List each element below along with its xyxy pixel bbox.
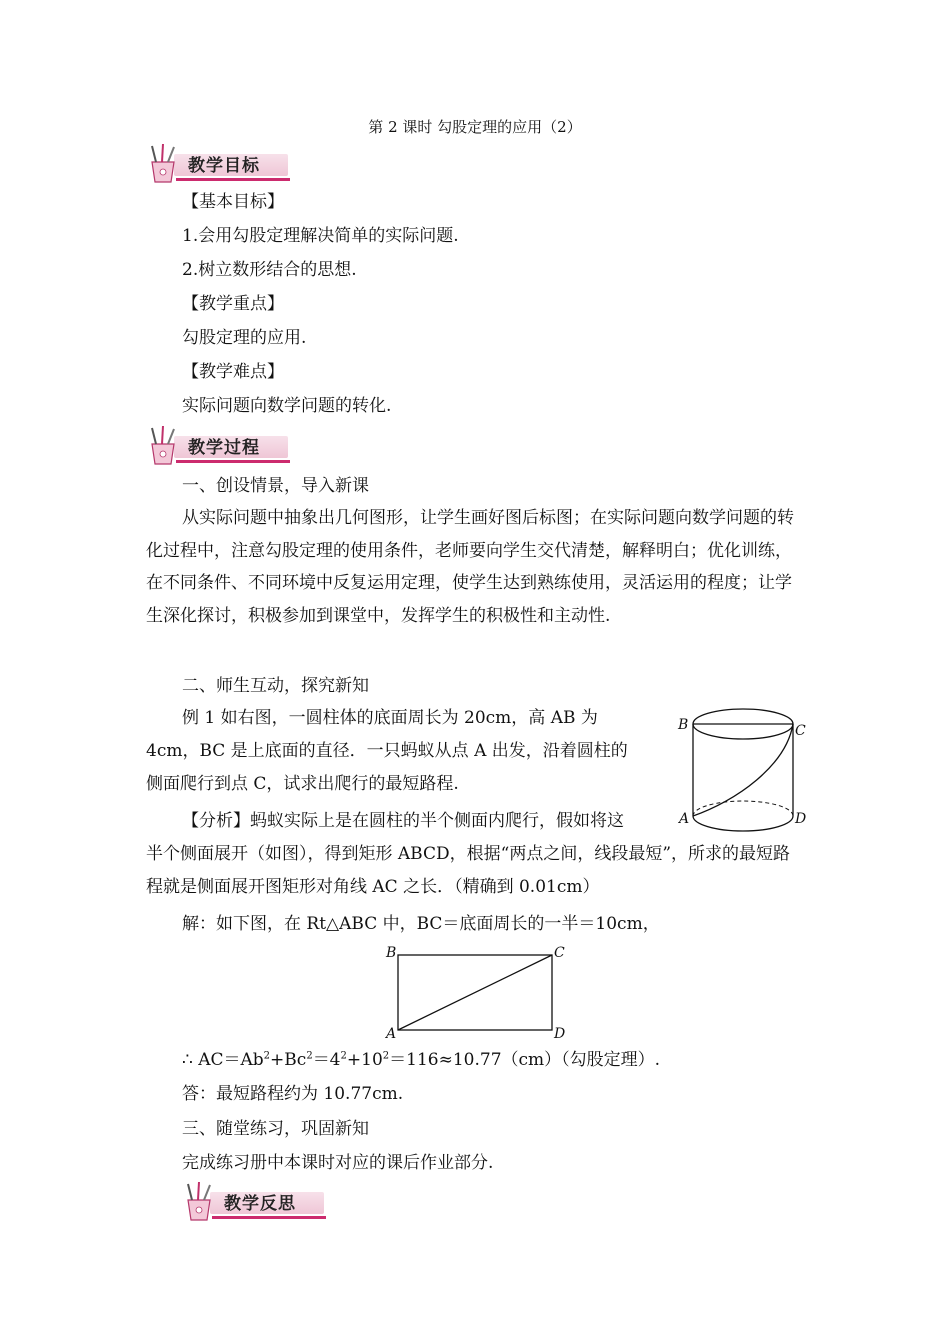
badge-underline	[176, 460, 290, 463]
page-title: 第 2 课时 勾股定理的应用（2）	[368, 118, 582, 136]
cylinder-bottom-front	[693, 816, 793, 831]
diagonal-ac	[398, 955, 552, 1030]
step2-heading: 二、师生互动，探究新知	[182, 676, 369, 696]
section-title-reflection: 教学反思	[224, 1194, 296, 1214]
key-point-heading: 【教学重点】	[182, 294, 284, 314]
difficulty-text: 实际问题向数学问题的转化.	[182, 396, 392, 416]
section-badge-objectives	[146, 148, 296, 188]
formula-part-3: ＝4	[312, 1050, 341, 1070]
badge-underline	[176, 178, 290, 181]
cylinder-figure	[676, 706, 812, 840]
step1-paragraph: 从实际问题中抽象出几何图形，让学生画好图后标图；在实际问题向数学问题的转化过程中，注意勾股定理的使用条件，老师要向学生交代清楚，解释明白；优化训练，在不同条件、不同环境中反复运用定理，使学生达到熟练使用，灵活运用的程度；让学生深化探讨，积极参加到课堂中，发挥学生的积极性和主动性.	[146, 508, 794, 626]
answer-line: 答：最短路程约为 10.77cm.	[182, 1084, 404, 1104]
cylinder-label-c: C	[795, 723, 806, 739]
section-title-process: 教学过程	[188, 438, 260, 458]
rectangle-figure	[384, 942, 574, 1042]
formula-part-5: ＝116≈10.77（cm）（勾股定理）.	[389, 1050, 661, 1070]
pen-holder-icon	[146, 144, 180, 184]
section-badge-process	[146, 430, 296, 470]
analysis-paragraph: 半个侧面展开（如图），得到矩形 ABCD，根据“两点之间，线段最短”，所求的最短路程就是侧面展开图矩形对角线 AC 之长．（精确到 0.01cm）	[146, 844, 791, 897]
formula-part-1: ∴ AC＝Ab	[182, 1050, 264, 1070]
difficulty-heading: 【教学难点】	[182, 362, 284, 382]
cylinder-label-d: D	[795, 811, 807, 827]
rect-label-b: B	[386, 945, 397, 961]
rect-label-c: C	[554, 945, 565, 961]
formula-sup-2: 2	[306, 1050, 313, 1062]
step3-heading: 三、随堂练习，巩固新知	[182, 1119, 369, 1139]
formula-sup-4: 2	[382, 1050, 390, 1062]
step1-heading: 一、创设情景，导入新课	[182, 476, 369, 496]
formula-part-2: +Bc	[270, 1050, 307, 1070]
objective-2: 2.树立数形结合的思想.	[182, 260, 357, 280]
formula-sup-1: 2	[263, 1050, 271, 1062]
objective-1: 1.会用勾股定理解决简单的实际问题.	[182, 226, 459, 246]
rect-label-d: D	[554, 1026, 566, 1042]
section-badge-reflection	[182, 1186, 332, 1226]
ant-path-curve	[693, 724, 793, 816]
pen-holder-icon	[146, 426, 180, 466]
pen-holder-icon	[182, 1182, 216, 1222]
rect-label-a: A	[386, 1026, 397, 1042]
cylinder-label-a: A	[679, 811, 690, 827]
key-point-text: 勾股定理的应用.	[182, 328, 307, 348]
step3-text: 完成练习册中本课时对应的课后作业部分.	[182, 1153, 494, 1173]
example-line-3: 侧面爬行到点 C，试求出爬行的最短路程.	[146, 774, 459, 794]
analysis-line-1: 【分析】蚂蚁实际上是在圆柱的半个侧面内爬行，假如将这	[182, 811, 624, 831]
basic-objectives-heading: 【基本目标】	[182, 192, 284, 212]
formula-sup-3: 2	[340, 1050, 347, 1062]
cylinder-bottom-back	[693, 801, 793, 816]
solution-line: 解：如下图，在 Rt△ABC 中，BC＝底面周长的一半＝10cm，	[182, 914, 660, 934]
formula-line	[182, 1050, 660, 1070]
example-line-1: 例 1 如右图，一圆柱体的底面周长为 20cm，高 AB 为	[182, 708, 598, 728]
formula-part-4: +10	[346, 1050, 383, 1070]
cylinder-label-b: B	[678, 717, 689, 733]
example-line-2: 4cm，BC 是上底面的直径．一只蚂蚁从点 A 出发，沿着圆柱的	[146, 741, 628, 761]
section-title-objectives: 教学目标	[188, 156, 260, 176]
badge-underline	[212, 1216, 326, 1219]
